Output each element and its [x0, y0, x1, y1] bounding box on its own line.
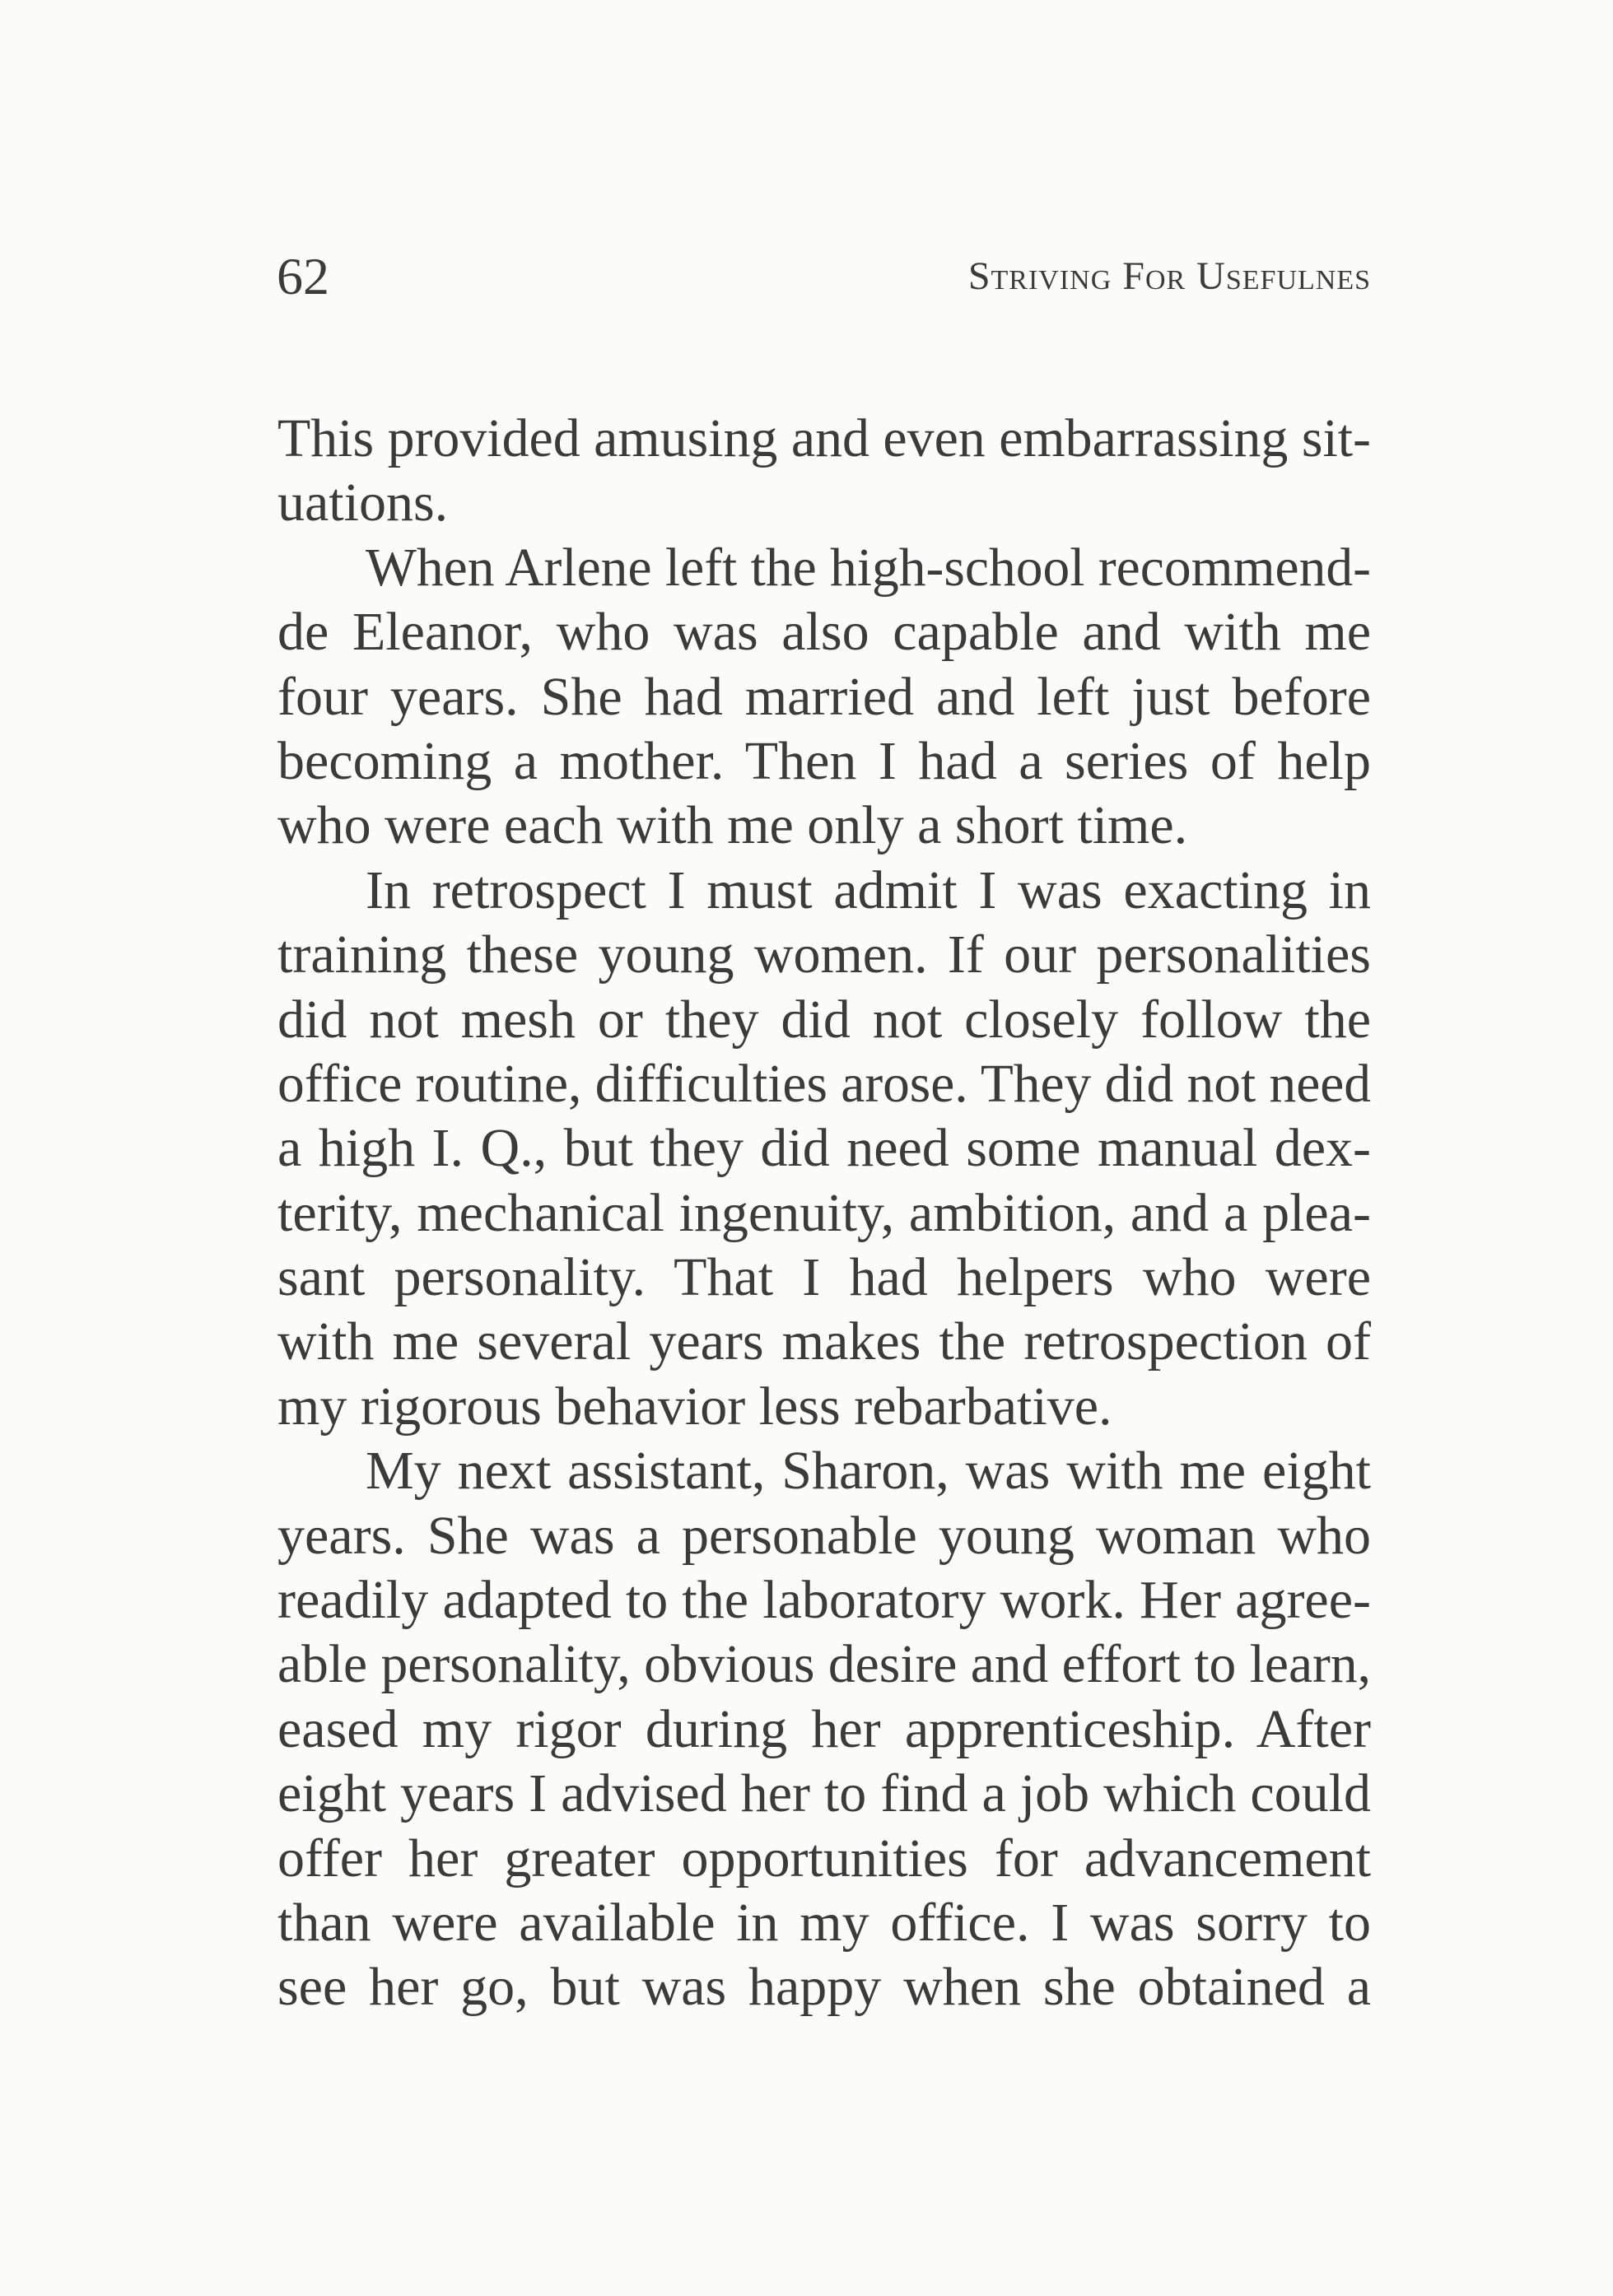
text-line-content: offer her greater opportunities for advancement	[277, 1828, 1371, 1888]
text-line-content: uations.	[277, 473, 449, 533]
text-line-content: My next assistant, Sharon, was with me eight	[366, 1441, 1371, 1502]
text-line	[277, 1116, 1371, 1181]
text-line-content: years. She was a personable young woman who	[277, 1505, 1371, 1566]
text-line-content: a high I. Q., but they did need some manual dex-	[277, 1118, 1371, 1179]
text-line-content: four years. She had married and left just before	[277, 666, 1371, 727]
text-line-content: than were available in my office. I was sorry to	[277, 1892, 1371, 1953]
text-line	[277, 923, 1371, 987]
text-line-content: training these young women. If our personalities	[277, 924, 1371, 985]
text-line	[277, 1052, 1371, 1116]
text-line	[277, 1891, 1371, 1955]
text-line-content: When Arlene left the high-school recommend-	[366, 537, 1371, 598]
text-line	[277, 600, 1371, 664]
text-line	[277, 1955, 1371, 2019]
body-text	[277, 407, 1371, 2020]
text-line-content: This provided amusing and even embarrassing sit-	[277, 408, 1371, 468]
text-line-content: office routine, difficulties arose. They did not need	[277, 1053, 1371, 1114]
text-line	[277, 859, 1371, 923]
text-line	[277, 1310, 1371, 1374]
text-line-content: eight years I advised her to find a job which could	[277, 1763, 1371, 1824]
text-line-content: with me several years makes the retrospection of	[277, 1311, 1371, 1372]
text-line	[277, 1827, 1371, 1891]
text-line	[277, 1762, 1371, 1826]
text-line	[277, 1181, 1371, 1246]
text-line	[277, 1632, 1371, 1697]
text-line	[277, 471, 1371, 535]
text-line	[277, 729, 1371, 794]
text-line	[277, 407, 1371, 471]
text-line-content: who were each with me only a short time.	[277, 795, 1188, 856]
text-line	[277, 988, 1371, 1052]
text-line-content: readily adapted to the laboratory work. Her agree-	[277, 1570, 1371, 1631]
text-line-content: terity, mechanical ingenuity, ambition, and a plea-	[277, 1182, 1371, 1243]
text-line-content: able personality, obvious desire and effort to learn,	[277, 1634, 1371, 1695]
text-line-content: In retrospect I must admit I was exacting in	[366, 859, 1371, 920]
text-line	[277, 1568, 1371, 1632]
text-line	[277, 1246, 1371, 1310]
text-line-content: becoming a mother. Then I had a series of help	[277, 730, 1371, 791]
text-line	[277, 536, 1371, 600]
text-line	[277, 665, 1371, 729]
text-line-content: see her go, but was happy when she obtained a	[277, 1957, 1371, 2018]
text-line-content: did not mesh or they did not closely follow the	[277, 989, 1371, 1050]
text-line-content: eased my rigor during her apprenticeship. After	[277, 1698, 1371, 1759]
text-line-content: sant personality. That I had helpers who were	[277, 1247, 1371, 1308]
text-line	[277, 1375, 1371, 1439]
text-line	[277, 794, 1371, 858]
running-head-title: Striving For Usefulnes	[967, 254, 1371, 298]
text-line-content: de Eleanor, who was also capable and with me	[277, 602, 1371, 663]
text-line	[277, 1504, 1371, 1568]
text-line-content: my rigorous behavior less rebarbative.	[277, 1376, 1112, 1437]
page-number: 62	[277, 247, 329, 305]
text-line	[277, 1439, 1371, 1503]
text-line	[277, 1698, 1371, 1762]
